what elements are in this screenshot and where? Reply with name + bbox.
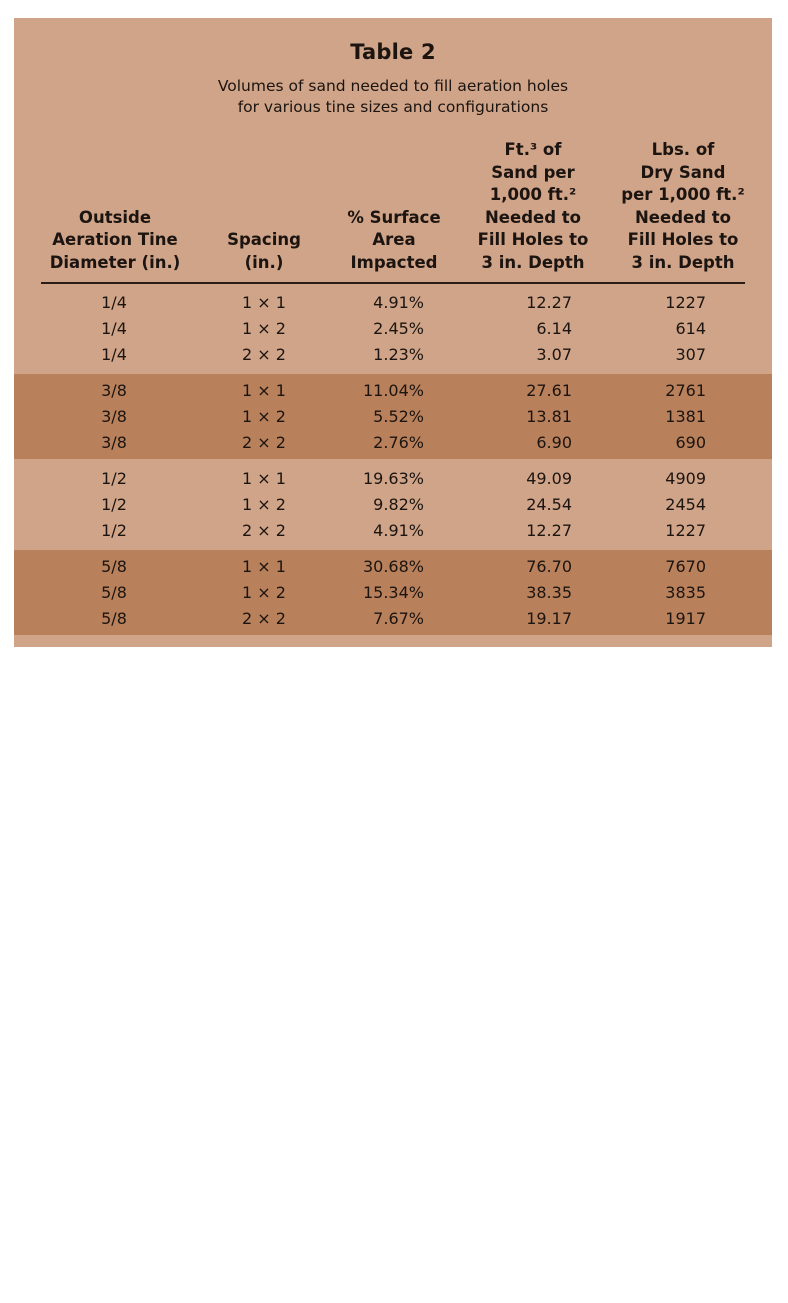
- cell-sand-volume: 27.61: [526, 381, 572, 400]
- header-line: 3 in. Depth: [481, 252, 585, 272]
- cell-tine-diameter: 1/4: [101, 345, 127, 364]
- header-line: Spacing: [227, 230, 301, 249]
- header-line: Diameter (in.): [49, 252, 181, 272]
- row-group: [14, 550, 772, 635]
- table-panel: [14, 18, 772, 647]
- header-line: Area: [372, 230, 416, 249]
- cell-surface-area: 2.76%: [373, 433, 424, 452]
- cell-sand-volume: 12.27: [526, 521, 572, 540]
- cell-sand-weight: 307: [675, 345, 706, 364]
- cell-sand-volume: 76.70: [526, 557, 572, 576]
- cell-sand-weight: 1917: [665, 609, 706, 628]
- table-row: [14, 518, 772, 544]
- header-line: Outside: [78, 207, 152, 227]
- header-line: Dry Sand: [640, 162, 726, 182]
- cell-sand-volume: 19.17: [526, 609, 572, 628]
- cell-tine-diameter: 3/8: [101, 407, 127, 426]
- header-line: Fill Holes to: [477, 230, 589, 249]
- cell-spacing: 1 × 2: [242, 407, 286, 426]
- cell-sand-weight: 614: [675, 319, 706, 338]
- header-line: Needed to: [485, 207, 581, 227]
- header-line: 1,000 ft.²: [489, 185, 577, 204]
- cell-sand-weight: 4909: [665, 469, 706, 488]
- header-line: Aeration Tine: [52, 230, 178, 249]
- table-row: [14, 606, 772, 632]
- header-spacing: [212, 229, 316, 274]
- header-line: Fill Holes to: [627, 230, 739, 249]
- cell-sand-weight: 1381: [665, 407, 706, 426]
- table-row: [14, 404, 772, 430]
- table-row: [14, 316, 772, 342]
- table-row: [14, 580, 772, 606]
- cell-sand-volume: 24.54: [526, 495, 572, 514]
- cell-surface-area: 19.63%: [362, 469, 424, 488]
- header-line: 3 in. Depth: [631, 252, 735, 272]
- header-line: (in.): [244, 252, 284, 272]
- cell-sand-volume: 3.07: [536, 345, 572, 364]
- cell-sand-weight: 3835: [665, 583, 706, 602]
- table-row: [14, 466, 772, 492]
- cell-tine-diameter: 3/8: [101, 381, 127, 400]
- header-line: % Surface: [347, 207, 441, 227]
- table-row: [14, 492, 772, 518]
- table-row: [14, 430, 772, 456]
- cell-surface-area: 5.52%: [373, 407, 424, 426]
- header-line: Lbs. of: [651, 140, 715, 159]
- cell-spacing: 1 × 2: [242, 319, 286, 338]
- header-line: per 1,000 ft.²: [621, 185, 745, 204]
- cell-sand-weight: 1227: [665, 521, 706, 540]
- cell-tine-diameter: 1/2: [101, 495, 127, 514]
- table-row: [14, 378, 772, 404]
- table-row: [14, 554, 772, 580]
- cell-surface-area: 15.34%: [362, 583, 424, 602]
- cell-spacing: 2 × 2: [242, 609, 286, 628]
- cell-surface-area: 9.82%: [373, 495, 424, 514]
- row-group: [14, 374, 772, 459]
- cell-spacing: 1 × 1: [242, 469, 286, 488]
- row-group: [14, 286, 772, 371]
- cell-sand-weight: 2454: [665, 495, 706, 514]
- header-sand-volume: [466, 139, 600, 274]
- row-group: [14, 462, 772, 547]
- cell-surface-area: 4.91%: [373, 293, 424, 312]
- cell-surface-area: 7.67%: [373, 609, 424, 628]
- subtitle-line-1: Volumes of sand needed to fill aeration holes: [217, 77, 569, 95]
- cell-tine-diameter: 1/4: [101, 319, 127, 338]
- header-line: Needed to: [635, 207, 731, 227]
- header-line: Ft.³ of: [504, 140, 562, 159]
- cell-tine-diameter: 1/2: [101, 521, 127, 540]
- subtitle-line-2: for various tine sizes and configurations: [237, 98, 549, 116]
- cell-tine-diameter: 5/8: [101, 583, 127, 602]
- cell-sand-weight: 690: [675, 433, 706, 452]
- cell-spacing: 2 × 2: [242, 433, 286, 452]
- cell-spacing: 1 × 1: [242, 381, 286, 400]
- cell-spacing: 2 × 2: [242, 345, 286, 364]
- cell-spacing: 1 × 1: [242, 293, 286, 312]
- table-title: Table 2: [350, 40, 436, 64]
- cell-sand-volume: 6.14: [536, 319, 572, 338]
- cell-sand-volume: 6.90: [536, 433, 572, 452]
- cell-surface-area: 1.23%: [373, 345, 424, 364]
- cell-tine-diameter: 1/2: [101, 469, 127, 488]
- cell-surface-area: 11.04%: [362, 381, 424, 400]
- cell-sand-volume: 38.35: [526, 583, 572, 602]
- header-divider: [41, 282, 745, 284]
- table-header: [14, 138, 772, 274]
- cell-tine-diameter: 1/4: [101, 293, 127, 312]
- header-tine-diameter: [40, 207, 190, 275]
- table-subtitle: [14, 76, 772, 118]
- cell-spacing: 1 × 2: [242, 583, 286, 602]
- cell-sand-weight: 1227: [665, 293, 706, 312]
- cell-sand-volume: 13.81: [526, 407, 572, 426]
- cell-sand-weight: 7670: [665, 557, 706, 576]
- cell-sand-weight: 2761: [665, 381, 706, 400]
- cell-surface-area: 4.91%: [373, 521, 424, 540]
- header-line: Impacted: [350, 252, 438, 272]
- cell-tine-diameter: 5/8: [101, 557, 127, 576]
- cell-surface-area: 2.45%: [373, 319, 424, 338]
- table-row: [14, 342, 772, 368]
- cell-spacing: 1 × 2: [242, 495, 286, 514]
- cell-surface-area: 30.68%: [362, 557, 424, 576]
- cell-tine-diameter: 3/8: [101, 433, 127, 452]
- header-sand-weight: [610, 139, 756, 274]
- cell-spacing: 1 × 1: [242, 557, 286, 576]
- header-line: Sand per: [491, 162, 575, 182]
- cell-tine-diameter: 5/8: [101, 609, 127, 628]
- table-row: [14, 290, 772, 316]
- cell-sand-volume: 12.27: [526, 293, 572, 312]
- header-surface-area: [336, 207, 452, 275]
- cell-spacing: 2 × 2: [242, 521, 286, 540]
- cell-sand-volume: 49.09: [526, 469, 572, 488]
